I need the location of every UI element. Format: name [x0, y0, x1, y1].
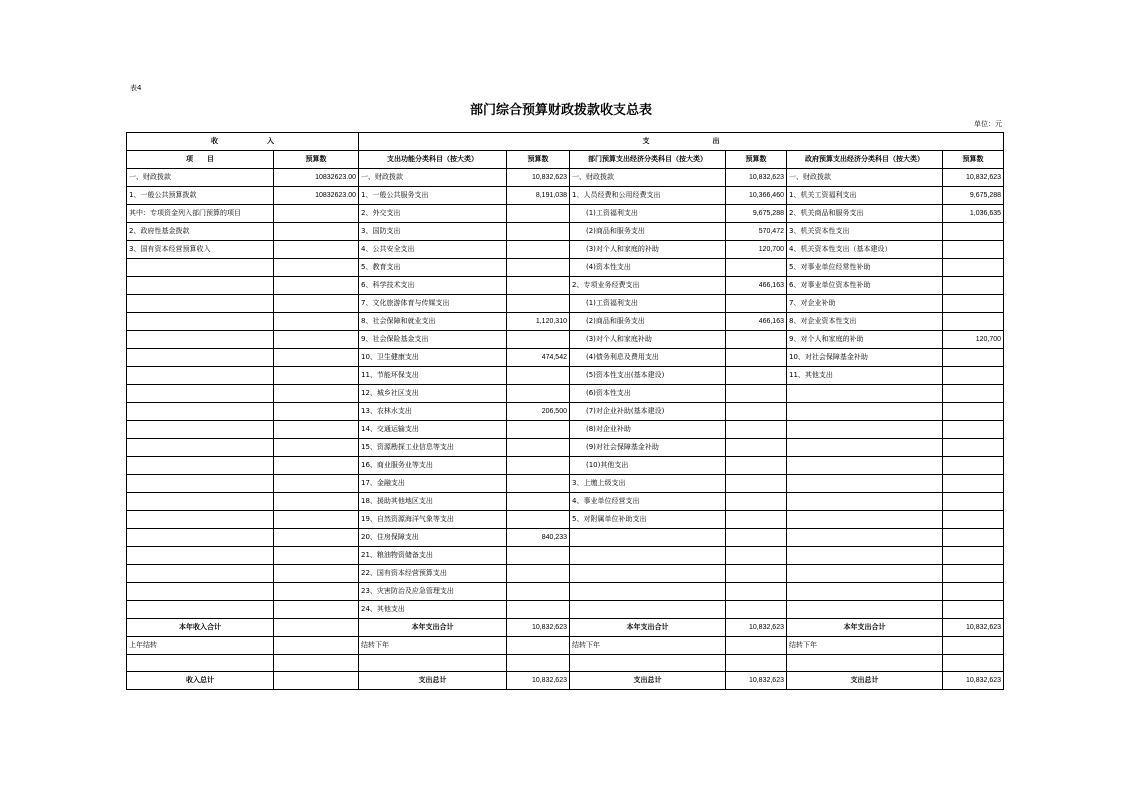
func-amount-cell: [507, 241, 570, 259]
dept-amount-header: 预算数: [726, 151, 787, 169]
func-item-cell: 6、科学技术支出: [359, 277, 507, 295]
func-amount-cell: [507, 511, 570, 529]
table-row: [127, 205, 1004, 223]
func-item-cell: 24、其他支出: [359, 601, 507, 619]
dept-item-cell: [570, 529, 726, 547]
dept-carry-out-label: 结转下年: [570, 637, 726, 655]
func-amount-cell: [507, 385, 570, 403]
func-item-cell: 12、城乡社区支出: [359, 385, 507, 403]
table-row: [127, 259, 1004, 277]
table-row: [127, 223, 1004, 241]
income-item-cell: [127, 493, 274, 511]
func-amount-cell: [507, 367, 570, 385]
gov-grand-total-value: 10,832,623: [943, 672, 1004, 690]
dept-item-cell: 3、上缴上级支出: [570, 475, 726, 493]
dept-amount-cell: 10,366,460: [726, 187, 787, 205]
income-amount-cell: [274, 511, 359, 529]
dept-amount-cell: [726, 439, 787, 457]
gov-amount-cell: [943, 313, 1004, 331]
gov-amount-cell: 10,832,623: [943, 169, 1004, 187]
table-row: [127, 367, 1004, 385]
gov-amount-cell: [943, 385, 1004, 403]
dept-item-cell: (7)对企业补助(基本建设): [570, 403, 726, 421]
dept-amount-cell: [726, 295, 787, 313]
table-row: [127, 565, 1004, 583]
table-row: [127, 457, 1004, 475]
income-amount-cell: [274, 547, 359, 565]
func-amount-cell: [507, 295, 570, 313]
income-amount-cell: [274, 331, 359, 349]
dept-item-cell: [570, 565, 726, 583]
income-amount-cell: 10832623.00: [274, 169, 359, 187]
gov-amount-cell: [943, 511, 1004, 529]
table-row: [127, 529, 1004, 547]
income-amount-cell: [274, 259, 359, 277]
income-item-cell: [127, 421, 274, 439]
income-item-cell: [127, 367, 274, 385]
func-amount-cell: [507, 331, 570, 349]
income-amount-cell: [274, 403, 359, 421]
dept-item-cell: (5)资本性支出(基本建设): [570, 367, 726, 385]
dept-amount-cell: 570,472: [726, 223, 787, 241]
dept-item-cell: (2)商品和服务支出: [570, 313, 726, 331]
table-row: [127, 403, 1004, 421]
func-carry-out-value: [507, 637, 570, 655]
gov-amount-header: 预算数: [943, 151, 1004, 169]
gov-amount-cell: [943, 583, 1004, 601]
gov-item-cell: [787, 565, 943, 583]
func-item-cell: 10、卫生健康支出: [359, 349, 507, 367]
func-amount-cell: [507, 457, 570, 475]
dept-amount-cell: [726, 421, 787, 439]
blank-row: [127, 655, 1004, 672]
blank-cell: [127, 655, 274, 672]
dept-amount-cell: [726, 529, 787, 547]
income-amount-header: 预算数: [274, 151, 359, 169]
gov-amount-cell: [943, 403, 1004, 421]
gov-item-cell: [787, 439, 943, 457]
table-row: [127, 187, 1004, 205]
income-amount-cell: 10832623.00: [274, 187, 359, 205]
dept-item-cell: [570, 547, 726, 565]
income-year-total-label: 本年收入合计: [127, 619, 274, 637]
gov-item-cell: [787, 385, 943, 403]
income-amount-cell: [274, 385, 359, 403]
income-amount-cell: [274, 457, 359, 475]
func-amount-cell: [507, 583, 570, 601]
dept-amount-cell: 466,163: [726, 313, 787, 331]
func-item-cell: 4、公共安全支出: [359, 241, 507, 259]
income-item-cell: [127, 529, 274, 547]
dept-year-total-label: 本年支出合计: [570, 619, 726, 637]
gov-item-cell: 11、其他支出: [787, 367, 943, 385]
table-row: [127, 583, 1004, 601]
dept-item-header: 部门预算支出经济分类科目（按大类）: [570, 151, 726, 169]
func-item-cell: 7、文化旅游体育与传媒支出: [359, 295, 507, 313]
func-item-cell: 2、外交支出: [359, 205, 507, 223]
func-amount-cell: [507, 421, 570, 439]
income-amount-cell: [274, 205, 359, 223]
table-row: [127, 493, 1004, 511]
gov-amount-cell: 120,700: [943, 331, 1004, 349]
gov-item-cell: [787, 475, 943, 493]
func-amount-cell: [507, 493, 570, 511]
income-item-cell: 一、财政拨款: [127, 169, 274, 187]
gov-item-cell: [787, 403, 943, 421]
gov-amount-cell: 1,036,635: [943, 205, 1004, 223]
func-item-cell: 1、一般公共服务支出: [359, 187, 507, 205]
carry-in-label: 上年结转: [127, 637, 274, 655]
gov-item-cell: [787, 601, 943, 619]
dept-item-cell: (1)工资福利支出: [570, 295, 726, 313]
table-row: [127, 511, 1004, 529]
dept-amount-cell: [726, 601, 787, 619]
income-item-cell: [127, 475, 274, 493]
blank-cell: [943, 655, 1004, 672]
func-carry-out-label: 结转下年: [359, 637, 507, 655]
dept-amount-cell: [726, 547, 787, 565]
dept-item-cell: (8)对企业补助: [570, 421, 726, 439]
func-item-header: 支出功能分类科目（按大类）: [359, 151, 507, 169]
func-amount-cell: 206,500: [507, 403, 570, 421]
year-total-row: [127, 619, 1004, 637]
gov-amount-cell: [943, 349, 1004, 367]
dept-amount-cell: [726, 331, 787, 349]
table-row: [127, 547, 1004, 565]
dept-amount-cell: [726, 511, 787, 529]
func-amount-cell: 10,832,623: [507, 169, 570, 187]
func-year-total-value: 10,832,623: [507, 619, 570, 637]
income-amount-cell: [274, 223, 359, 241]
group-header-row: [127, 133, 1004, 151]
func-amount-cell: 8,191,038: [507, 187, 570, 205]
income-amount-cell: [274, 295, 359, 313]
func-item-cell: 8、社会保障和就业支出: [359, 313, 507, 331]
table-number-label: 表4: [130, 84, 142, 92]
func-amount-cell: 1,120,310: [507, 313, 570, 331]
dept-amount-cell: [726, 349, 787, 367]
dept-item-cell: (6)资本性支出: [570, 385, 726, 403]
func-amount-cell: 840,233: [507, 529, 570, 547]
income-item-cell: [127, 277, 274, 295]
table-row: [127, 241, 1004, 259]
gov-amount-cell: [943, 295, 1004, 313]
gov-amount-cell: [943, 457, 1004, 475]
income-item-cell: 其中：专项资金列入部门预算的项目: [127, 205, 274, 223]
dept-item-cell: (9)对社会保障基金补助: [570, 439, 726, 457]
gov-amount-cell: [943, 259, 1004, 277]
gov-item-cell: 6、对事业单位资本性补助: [787, 277, 943, 295]
table-row: [127, 295, 1004, 313]
gov-amount-cell: [943, 439, 1004, 457]
gov-item-cell: 8、对企业资本性支出: [787, 313, 943, 331]
gov-amount-cell: [943, 421, 1004, 439]
dept-grand-total-value: 10,832,623: [726, 672, 787, 690]
func-amount-cell: [507, 475, 570, 493]
income-item-cell: [127, 403, 274, 421]
income-item-cell: 3、国有资本经营预算收入: [127, 241, 274, 259]
income-item-cell: [127, 313, 274, 331]
dept-item-cell: (1)工资福利支出: [570, 205, 726, 223]
func-item-cell: 20、住房保障支出: [359, 529, 507, 547]
grand-total-row: [127, 672, 1004, 690]
func-item-cell: 22、国有资本经营预算支出: [359, 565, 507, 583]
income-item-cell: 1、一般公共预算拨款: [127, 187, 274, 205]
table-row: [127, 421, 1004, 439]
func-amount-header: 预算数: [507, 151, 570, 169]
dept-item-cell: (4)债务利息及费用支出: [570, 349, 726, 367]
gov-item-cell: 9、对个人和家庭的补助: [787, 331, 943, 349]
table-row: [127, 475, 1004, 493]
dept-grand-total-label: 支出总计: [570, 672, 726, 690]
income-item-cell: [127, 583, 274, 601]
income-item-cell: [127, 385, 274, 403]
income-item-cell: [127, 331, 274, 349]
dept-year-total-value: 10,832,623: [726, 619, 787, 637]
income-amount-cell: [274, 277, 359, 295]
column-header-row: [127, 151, 1004, 169]
income-amount-cell: [274, 529, 359, 547]
dept-amount-cell: [726, 493, 787, 511]
income-year-total-value: [274, 619, 359, 637]
dept-amount-cell: [726, 403, 787, 421]
income-amount-cell: [274, 601, 359, 619]
func-grand-total-label: 支出总计: [359, 672, 507, 690]
func-item-cell: 18、援助其他地区支出: [359, 493, 507, 511]
income-amount-cell: [274, 583, 359, 601]
dept-item-cell: 一、财政拨款: [570, 169, 726, 187]
func-amount-cell: [507, 277, 570, 295]
gov-item-cell: [787, 511, 943, 529]
gov-item-cell: 5、对事业单位经常性补助: [787, 259, 943, 277]
income-amount-cell: [274, 241, 359, 259]
func-grand-total-value: 10,832,623: [507, 672, 570, 690]
dept-amount-cell: [726, 475, 787, 493]
table-row: [127, 601, 1004, 619]
gov-item-cell: [787, 529, 943, 547]
dept-amount-cell: 10,832,623: [726, 169, 787, 187]
income-amount-cell: [274, 493, 359, 511]
func-amount-cell: 474,542: [507, 349, 570, 367]
func-amount-cell: [507, 259, 570, 277]
table-row: [127, 313, 1004, 331]
dept-amount-cell: [726, 367, 787, 385]
table-row: [127, 331, 1004, 349]
dept-item-cell: (10)其他支出: [570, 457, 726, 475]
func-item-cell: 21、粮油物资储备支出: [359, 547, 507, 565]
dept-amount-cell: [726, 259, 787, 277]
table-row: [127, 385, 1004, 403]
budget-table: [126, 132, 1004, 690]
income-grand-total-value: [274, 672, 359, 690]
func-amount-cell: [507, 205, 570, 223]
gov-amount-cell: [943, 493, 1004, 511]
dept-carry-out-value: [726, 637, 787, 655]
blank-cell: [726, 655, 787, 672]
gov-item-cell: 7、对企业补助: [787, 295, 943, 313]
func-amount-cell: [507, 601, 570, 619]
income-item-cell: 2、政府性基金拨款: [127, 223, 274, 241]
dept-amount-cell: [726, 385, 787, 403]
blank-cell: [359, 655, 507, 672]
dept-item-cell: 4、事业单位经营支出: [570, 493, 726, 511]
income-amount-cell: [274, 439, 359, 457]
gov-amount-cell: [943, 223, 1004, 241]
gov-item-cell: [787, 421, 943, 439]
blank-cell: [274, 655, 359, 672]
func-item-cell: 5、教育支出: [359, 259, 507, 277]
gov-amount-cell: [943, 601, 1004, 619]
func-item-cell: 一、财政拨款: [359, 169, 507, 187]
gov-item-cell: 4、机关资本性支出（基本建设）: [787, 241, 943, 259]
blank-cell: [507, 655, 570, 672]
gov-item-cell: [787, 583, 943, 601]
table-row: [127, 439, 1004, 457]
gov-item-cell: 3、机关资本性支出: [787, 223, 943, 241]
table-row: [127, 169, 1004, 187]
dept-item-cell: [570, 601, 726, 619]
income-item-cell: [127, 295, 274, 313]
income-item-cell: [127, 349, 274, 367]
income-amount-cell: [274, 421, 359, 439]
income-group-header: 收 入: [127, 133, 359, 151]
income-item-cell: [127, 259, 274, 277]
gov-item-cell: [787, 457, 943, 475]
func-item-cell: 19、自然资源海洋气象等支出: [359, 511, 507, 529]
gov-amount-cell: [943, 277, 1004, 295]
expense-group-header: 支 出: [359, 133, 1004, 151]
func-amount-cell: [507, 547, 570, 565]
gov-item-cell: [787, 547, 943, 565]
dept-amount-cell: 9,675,288: [726, 205, 787, 223]
dept-item-cell: (3)对个人和家庭的补助: [570, 241, 726, 259]
dept-item-cell: 1、人员经费和公用经费支出: [570, 187, 726, 205]
gov-year-total-value: 10,832,623: [943, 619, 1004, 637]
func-item-cell: 9、社会保险基金支出: [359, 331, 507, 349]
func-item-cell: 17、金融支出: [359, 475, 507, 493]
income-amount-cell: [274, 367, 359, 385]
blank-cell: [787, 655, 943, 672]
table-row: [127, 277, 1004, 295]
func-amount-cell: [507, 565, 570, 583]
gov-item-cell: 10、对社会保障基金补助: [787, 349, 943, 367]
func-item-cell: 13、农林水支出: [359, 403, 507, 421]
gov-item-cell: 一、财政拨款: [787, 169, 943, 187]
func-item-cell: 15、资源勘探工业信息等支出: [359, 439, 507, 457]
gov-amount-cell: [943, 241, 1004, 259]
income-amount-cell: [274, 475, 359, 493]
gov-amount-cell: [943, 367, 1004, 385]
gov-amount-cell: [943, 475, 1004, 493]
dept-item-cell: [570, 583, 726, 601]
blank-cell: [570, 655, 726, 672]
dept-item-cell: 2、专项业务经费支出: [570, 277, 726, 295]
dept-amount-cell: 466,163: [726, 277, 787, 295]
document-title: 部门综合预算财政拨款收支总表: [469, 103, 652, 118]
dept-item-cell: (3)对个人和家庭补助: [570, 331, 726, 349]
func-item-cell: 23、灾害防治及应急管理支出: [359, 583, 507, 601]
gov-amount-cell: 9,675,288: [943, 187, 1004, 205]
income-amount-cell: [274, 349, 359, 367]
gov-item-header: 政府预算支出经济分类科目（按大类）: [787, 151, 943, 169]
dept-item-cell: 5、对附属单位补助支出: [570, 511, 726, 529]
dept-item-cell: (2)商品和服务支出: [570, 223, 726, 241]
income-item-cell: [127, 601, 274, 619]
carry-in-value: [274, 637, 359, 655]
func-item-cell: 11、节能环保支出: [359, 367, 507, 385]
table-row: [127, 349, 1004, 367]
income-amount-cell: [274, 313, 359, 331]
gov-item-cell: [787, 493, 943, 511]
dept-amount-cell: 120,700: [726, 241, 787, 259]
income-item-cell: [127, 457, 274, 475]
dept-amount-cell: [726, 565, 787, 583]
income-item-cell: [127, 511, 274, 529]
income-item-header: 项 目: [127, 151, 274, 169]
func-amount-cell: [507, 223, 570, 241]
income-item-cell: [127, 439, 274, 457]
func-item-cell: 3、国防支出: [359, 223, 507, 241]
gov-item-cell: 2、机关商品和服务支出: [787, 205, 943, 223]
income-item-cell: [127, 565, 274, 583]
income-grand-total-label: 收入总计: [127, 672, 274, 690]
dept-item-cell: (4)资本性支出: [570, 259, 726, 277]
income-item-cell: [127, 547, 274, 565]
func-item-cell: 14、交通运输支出: [359, 421, 507, 439]
gov-carry-out-value: [943, 637, 1004, 655]
func-item-cell: 16、商业服务业等支出: [359, 457, 507, 475]
func-year-total-label: 本年支出合计: [359, 619, 507, 637]
gov-amount-cell: [943, 529, 1004, 547]
carry-over-row: [127, 637, 1004, 655]
gov-year-total-label: 本年支出合计: [787, 619, 943, 637]
gov-grand-total-label: 支出总计: [787, 672, 943, 690]
dept-amount-cell: [726, 457, 787, 475]
gov-amount-cell: [943, 547, 1004, 565]
func-amount-cell: [507, 439, 570, 457]
gov-carry-out-label: 结转下年: [787, 637, 943, 655]
income-amount-cell: [274, 565, 359, 583]
gov-amount-cell: [943, 565, 1004, 583]
gov-item-cell: 1、机关工资福利支出: [787, 187, 943, 205]
unit-label: 单位：元: [974, 120, 1002, 128]
dept-amount-cell: [726, 583, 787, 601]
